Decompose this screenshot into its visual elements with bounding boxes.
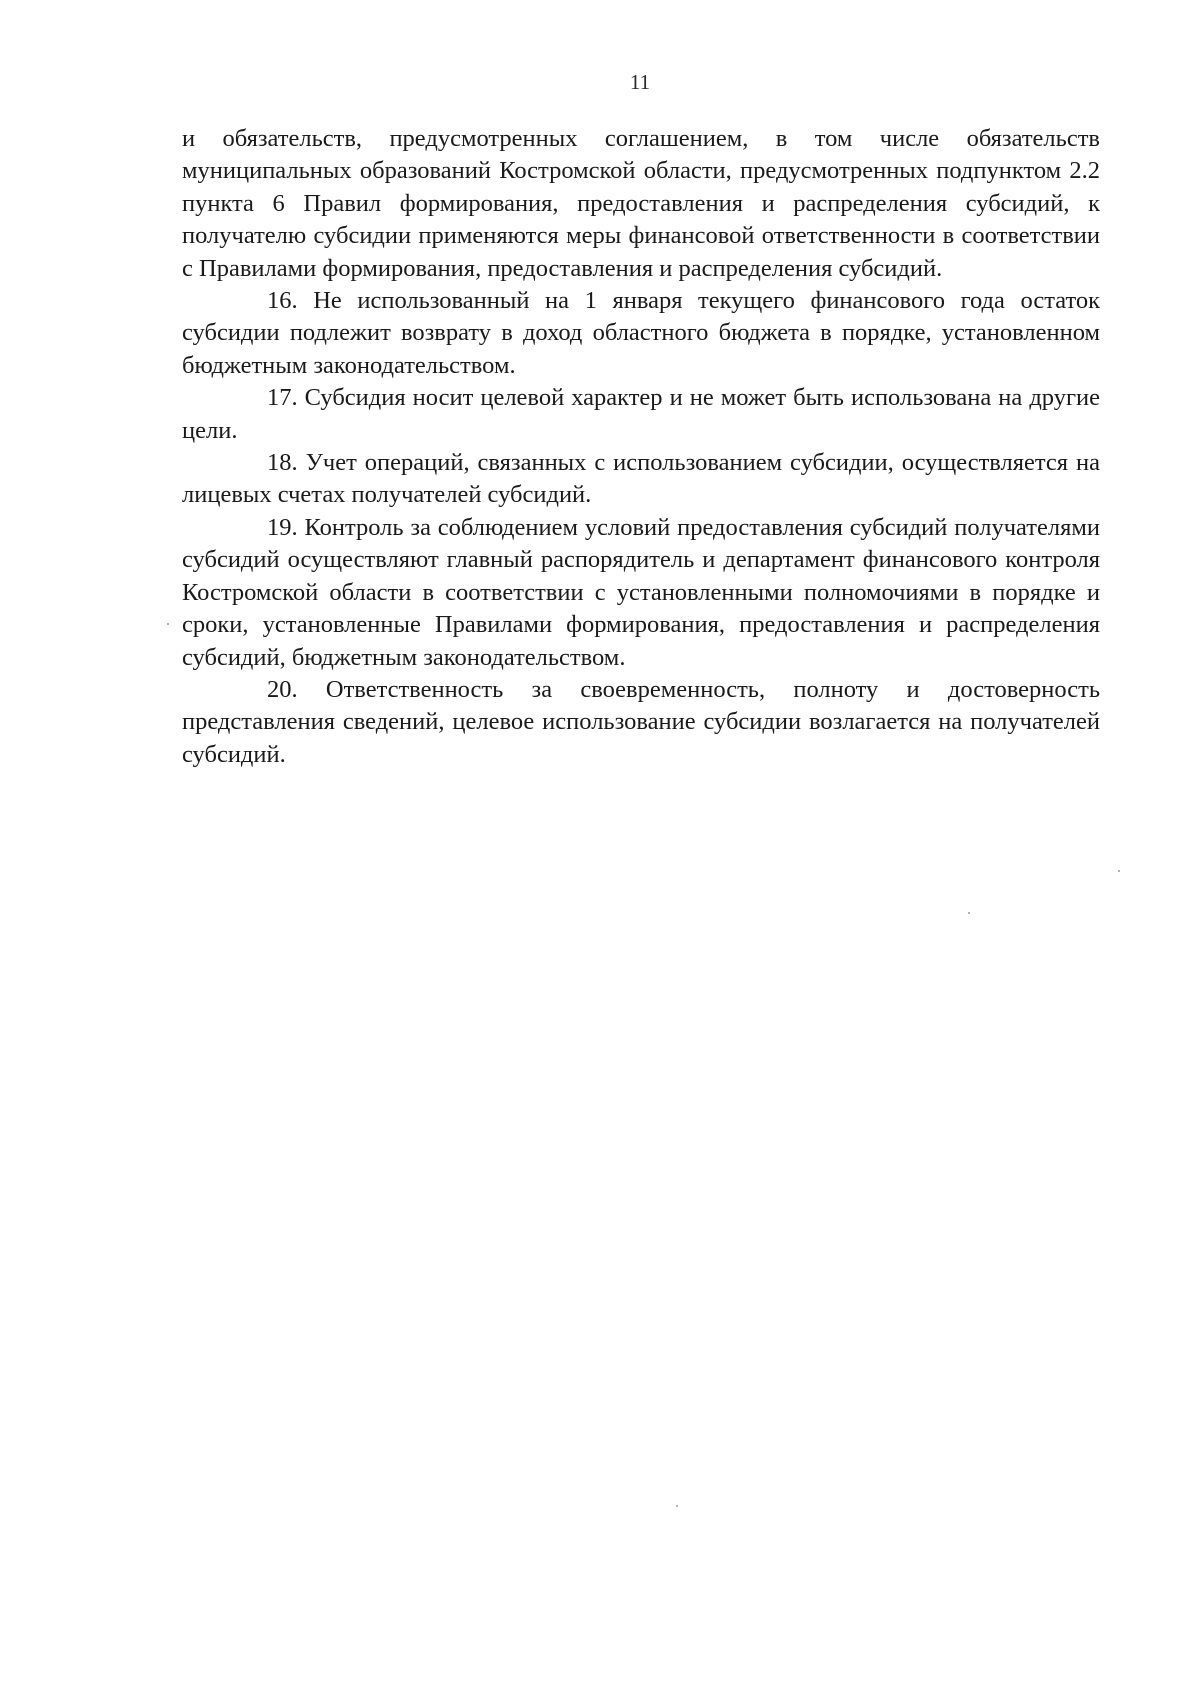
paragraph-clause-16: 16. Не использованный на 1 января текущего финансового года остаток субсидии подлежит возврату в доход областного бюджета в порядке, установленном бюджетным законодательством. <box>182 287 1100 379</box>
document-body <box>182 123 1100 771</box>
scan-speck <box>968 912 970 914</box>
paragraph-continuation: и обязательств, предусмотренных соглашением, в том числе обязательств муниципальных образований Костромской области, предусмотренных подпунктом 2.2 пункта 6 Правил формирования, предоставления и распределения субсидий, к получателю субсидии применяются меры финансовой ответственности в соответствии с Правилами формирования, предоставления и распределения субсидий. <box>182 125 1100 282</box>
scan-speck <box>676 1505 678 1507</box>
paragraph-clause-20: 20. Ответственность за своевременность, полноту и достоверность представления сведений, целевое использование субсидии возлагается на получателей субсидий. <box>182 675 1100 768</box>
paragraph-clause-17: 17. Субсидия носит целевой характер и не может быть использована на другие цели. <box>182 384 1100 444</box>
paragraph-clause-19: 19. Контроль за соблюдением условий предоставления субсидий получателями субсидий осуществляют главный распорядитель и департамент финансового контроля Костромской области в соответствии с установленными полномочиями в порядке и сроки, установленные Правилами формирования, предоставления и распределения субсидий, бюджетным законодательством. <box>182 513 1100 671</box>
paragraph-clause-18: 18. Учет операций, связанных с использованием субсидии, осуществляется на лицевых счетах получателей субсидий. <box>182 449 1100 509</box>
scan-speck <box>1118 870 1120 872</box>
scan-speck <box>167 623 169 625</box>
page-number: 11 <box>629 70 651 94</box>
